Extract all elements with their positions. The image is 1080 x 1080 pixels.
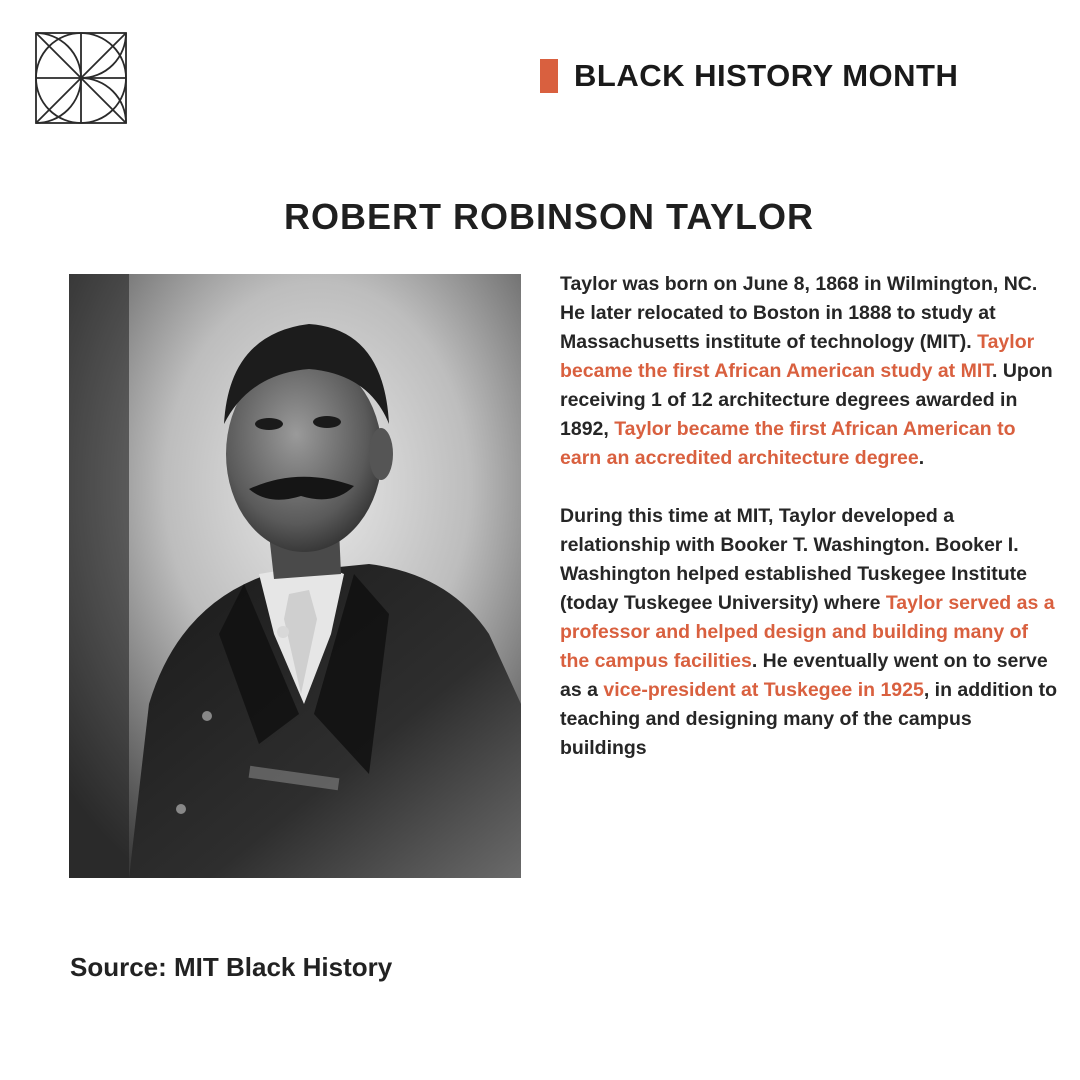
bio-paragraph-2 (560, 502, 1060, 763)
bio-text-segment: During this time at MIT, Taylor developed a relationship with Booker T. Washington. Booker I. Washington helped established Tuskegee Institute (today Tuskegee University) where (560, 505, 1027, 614)
bio-paragraph-1 (560, 270, 1060, 473)
bio-text (560, 270, 1060, 763)
compass-grid-logo-icon (35, 32, 127, 124)
bio-text-segment: Taylor was born on June 8, 1868 in Wilmington, NC. He later relocated to Boston in 1888 to study at Massachusetts institute of technology (MIT). (560, 273, 1038, 353)
bio-text-segment: . (918, 447, 925, 469)
bio-highlight: vice-president at Tuskegee in 1925 (603, 679, 924, 701)
header (540, 58, 958, 94)
header-accent-bar (540, 59, 558, 93)
source-credit: Source: MIT Black History (70, 952, 393, 982)
header-label: BLACK HISTORY MONTH (574, 58, 959, 93)
page-title: ROBERT ROBINSON TAYLOR (283, 196, 815, 237)
bio-text-segment: . Upon receiving 1 of 12 architecture degrees awarded in 1892, (560, 360, 1053, 440)
bio-text-segment: , in addition to teaching and designing many of the campus buildings (560, 679, 1058, 759)
bio-highlight: Taylor became the first African American to earn an accredited architecture degree (560, 418, 1016, 469)
portrait-photo (69, 274, 521, 878)
bio-text-segment: . He eventually went on to serve as a (560, 650, 1048, 701)
bio-highlight: Taylor served as a professor and helped design and building many of the campus facilities (560, 592, 1055, 672)
bio-highlight: Taylor became the first African American study at MIT (560, 331, 1035, 382)
